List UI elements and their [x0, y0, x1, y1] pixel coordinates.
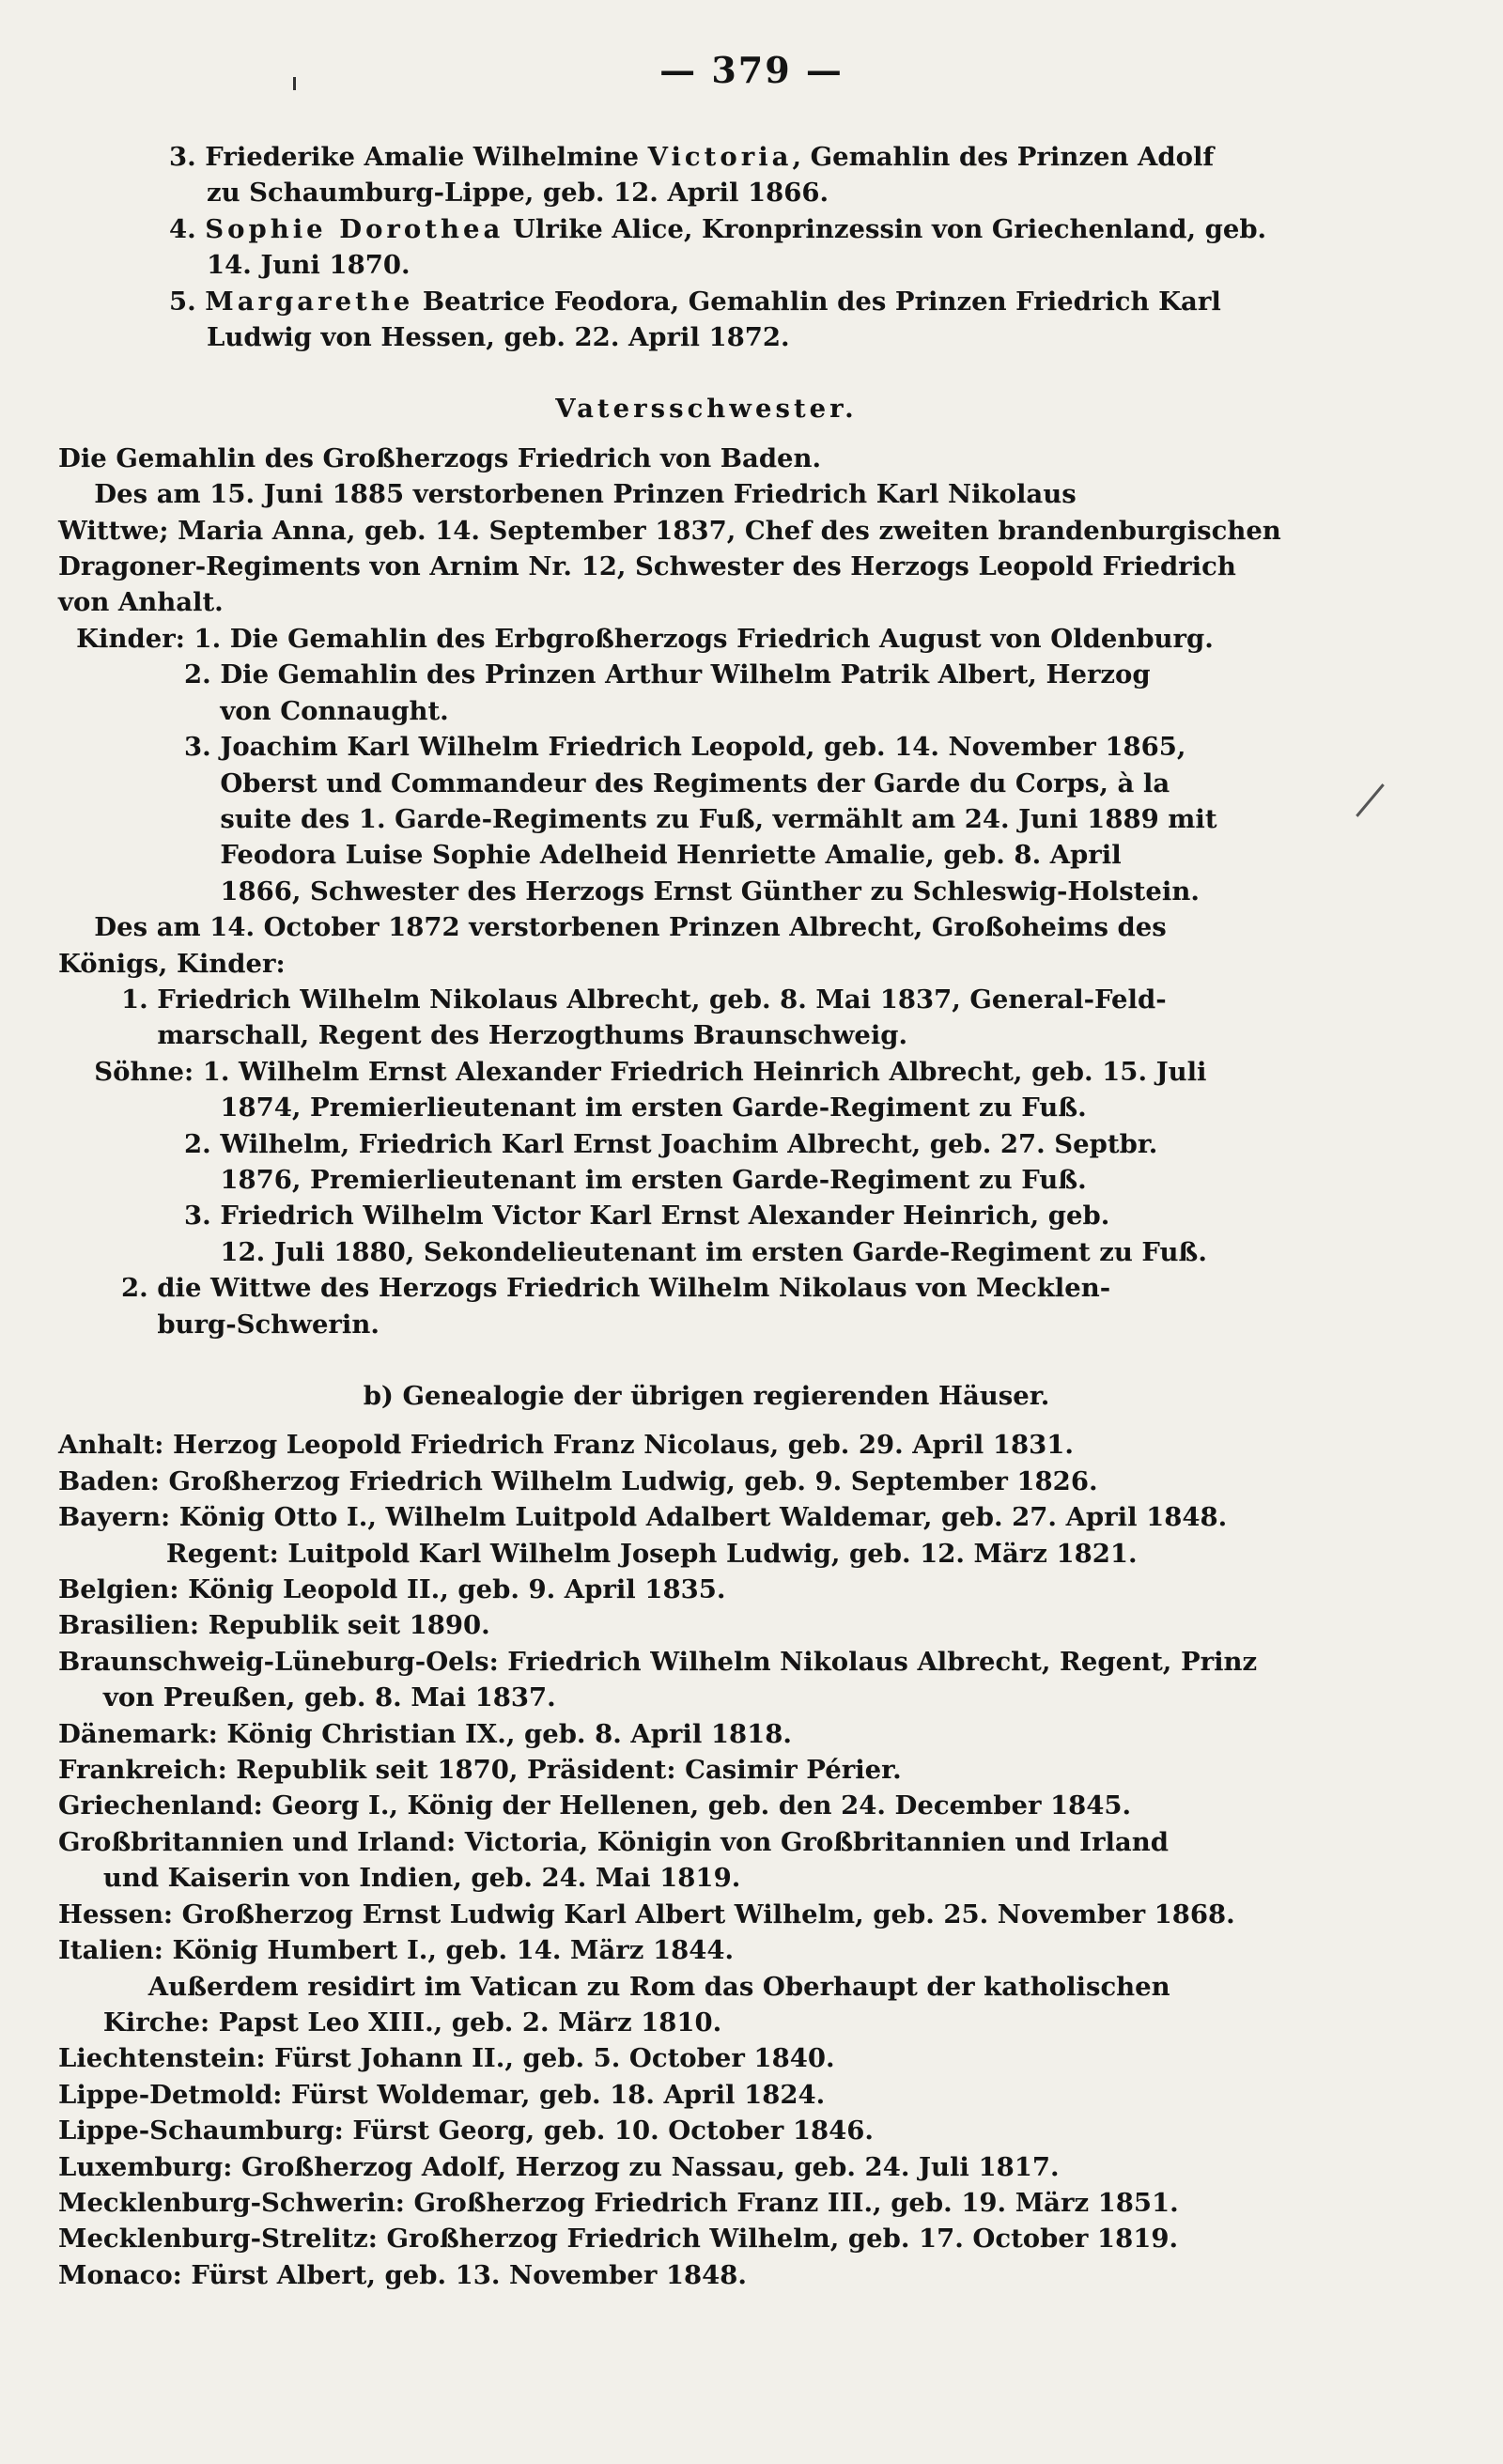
- genealogy-entry: Lippe-Detmold: Fürst Woldemar, geb. 18. April 1824.: [58, 2079, 826, 2110]
- genealogy-entry: Liechtenstein: Fürst Johann II., geb. 5. October 1840.: [58, 2043, 835, 2074]
- genealogy-entry: Hessen: Großherzog Ernst Ludwig Karl Albert Wilhelm, geb. 25. November 1868.: [58, 1898, 1235, 1929]
- text-line: von Anhalt.: [58, 587, 224, 618]
- list-item-cont: zu Schaumburg-Lippe, geb. 12. April 1866.: [207, 178, 829, 209]
- page-number: — 379 —: [659, 49, 844, 91]
- genealogy-entry: Außerdem residirt im Vatican zu Rom das Oberhaupt der katholischen: [58, 1971, 1170, 2002]
- list-item-cont: 14. Juni 1870.: [207, 250, 411, 281]
- section-b-heading: b) Genealogie der übrigen regierenden Häuser.: [363, 1381, 1050, 1411]
- genealogy-entry: Italien: König Humbert I., geb. 14. März 1844.: [58, 1935, 735, 1966]
- genealogy-entry: Frankreich: Republik seit 1870, Präsident: Casimir Périer.: [58, 1755, 902, 1786]
- text-line: Die Gemahlin des Großherzogs Friedrich von Baden.: [58, 442, 822, 473]
- text-line: suite des 1. Garde-Regiments zu Fuß, vermählt am 24. Juni 1889 mit: [58, 803, 1217, 834]
- text-line: Kinder: 1. Die Gemahlin des Erbgroßherzogs Friedrich August von Oldenburg.: [58, 623, 1214, 654]
- genealogy-entry: Anhalt: Herzog Leopold Friedrich Franz Nicolaus, geb. 29. April 1831.: [58, 1430, 1074, 1461]
- text-line: Des am 14. October 1872 verstorbenen Prinzen Albrecht, Großoheims des: [58, 912, 1167, 943]
- text-line: burg-Schwerin.: [58, 1309, 380, 1340]
- text-line: 2. Die Gemahlin des Prinzen Arthur Wilhelm Patrik Albert, Herzog: [58, 659, 1151, 690]
- genealogy-entry: und Kaiserin von Indien, geb. 24. Mai 1819.: [58, 1863, 741, 1894]
- genealogy-entry: Lippe-Schaumburg: Fürst Georg, geb. 10. October 1846.: [58, 2115, 874, 2146]
- genealogy-entry: Kirche: Papst Leo XIII., geb. 2. März 1810.: [58, 2007, 722, 2038]
- genealogy-entry: Braunschweig-Lüneburg-Oels: Friedrich Wilhelm Nikolaus Albrecht, Regent, Prinz: [58, 1646, 1258, 1677]
- body-text: [58, 441, 1355, 1342]
- text-line: 3. Joachim Karl Wilhelm Friedrich Leopold, geb. 14. November 1865,: [58, 732, 1186, 763]
- genealogy-entry: von Preußen, geb. 8. Mai 1837.: [58, 1682, 556, 1713]
- text-line: 1. Friedrich Wilhelm Nikolaus Albrecht, geb. 8. Mai 1837, General-Feld-: [58, 984, 1167, 1015]
- text-line: von Connaught.: [58, 695, 449, 726]
- genealogy-entry: Brasilien: Republik seit 1890.: [58, 1610, 490, 1641]
- text-line: Söhne: 1. Wilhelm Ernst Alexander Friedrich Heinrich Albrecht, geb. 15. Juli: [58, 1056, 1207, 1087]
- text-line: 3. Friedrich Wilhelm Victor Karl Ernst Alexander Heinrich, geb.: [58, 1201, 1110, 1232]
- genealogy-entry: Belgien: König Leopold II., geb. 9. April 1835.: [58, 1574, 726, 1605]
- genealogy-entry: Dänemark: König Christian IX., geb. 8. April 1818.: [58, 1718, 792, 1749]
- genealogy-entry: Monaco: Fürst Albert, geb. 13. November 1848.: [58, 2259, 748, 2290]
- list-item: 3. Friederike Amalie Wilhelmine Victoria, Gemahlin des Prinzen Adolf: [169, 142, 1215, 172]
- text-line: marschall, Regent des Herzogthums Braunschweig.: [58, 1020, 908, 1051]
- text-line: 1874, Premierlieutenant im ersten Garde-Regiment zu Fuß.: [58, 1093, 1087, 1124]
- genealogy-list: [58, 1427, 1355, 2293]
- genealogy-entry: Luxemburg: Großherzog Adolf, Herzog zu Nassau, geb. 24. Juli 1817.: [58, 2151, 1060, 2182]
- text-line: Des am 15. Juni 1885 verstorbenen Prinzen Friedrich Karl Nikolaus: [58, 479, 1077, 510]
- pencil-mark: [1356, 783, 1385, 817]
- list-item: 4. Sophie Dorothea Ulrike Alice, Kronprinzessin von Griechenland, geb.: [169, 213, 1267, 244]
- text-line: 2. die Wittwe des Herzogs Friedrich Wilhelm Nikolaus von Mecklen-: [58, 1273, 1111, 1304]
- text-line: 1876, Premierlieutenant im ersten Garde-Regiment zu Fuß.: [58, 1164, 1087, 1195]
- text-column: [58, 139, 1355, 2293]
- text-line: Wittwe; Maria Anna, geb. 14. September 1837, Chef des zweiten brandenburgischen: [58, 515, 1281, 546]
- genealogy-entry: Mecklenburg-Strelitz: Großherzog Friedrich Wilhelm, geb. 17. October 1819.: [58, 2224, 1179, 2255]
- text-line: 12. Juli 1880, Sekondelieutenant im ersten Garde-Regiment zu Fuß.: [58, 1236, 1207, 1267]
- text-line: Königs, Kinder:: [58, 948, 286, 979]
- genealogy-entry: Baden: Großherzog Friedrich Wilhelm Ludwig, geb. 9. September 1826.: [58, 1465, 1098, 1496]
- list-item-cont: Ludwig von Hessen, geb. 22. April 1872.: [207, 322, 790, 353]
- text-line: Dragoner-Regiments von Arnim Nr. 12, Schwester des Herzogs Leopold Friedrich: [58, 551, 1236, 582]
- text-line: 2. Wilhelm, Friedrich Karl Ernst Joachim Albrecht, geb. 27. Septbr.: [58, 1128, 1158, 1159]
- genealogy-entry: Regent: Luitpold Karl Wilhelm Joseph Ludwig, geb. 12. März 1821.: [58, 1538, 1138, 1569]
- genealogy-entry: Mecklenburg-Schwerin: Großherzog Friedrich Franz III., geb. 19. März 1851.: [58, 2187, 1179, 2218]
- genealogy-entry: Bayern: König Otto I., Wilhelm Luitpold Adalbert Waldemar, geb. 27. April 1848.: [58, 1502, 1228, 1533]
- section-heading: Vatersschwester.: [555, 394, 858, 425]
- list-item: 5. Margarethe Beatrice Feodora, Gemahlin des Prinzen Friedrich Karl: [169, 286, 1221, 317]
- text-line: 1866, Schwester des Herzogs Ernst Günther zu Schleswig-Holstein.: [58, 876, 1200, 907]
- genealogy-entry: Großbritannien und Irland: Victoria, Königin von Großbritannien und Irland: [58, 1826, 1169, 1857]
- text-line: Oberst und Commandeur des Regiments der Garde du Corps, à la: [58, 767, 1170, 798]
- text-line: Feodora Luise Sophie Adelheid Henriette Amalie, geb. 8. April: [58, 840, 1122, 871]
- genealogy-entry: Griechenland: Georg I., König der Hellenen, geb. den 24. December 1845.: [58, 1790, 1132, 1821]
